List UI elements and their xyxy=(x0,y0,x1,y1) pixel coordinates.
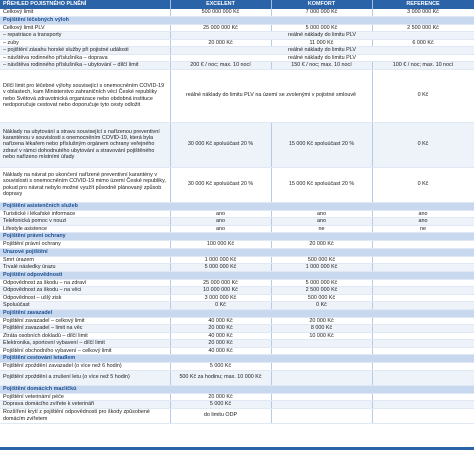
table-body xyxy=(0,9,474,423)
table-row xyxy=(0,54,474,62)
section-title: Pojištění domácích mazlíčků xyxy=(0,385,474,393)
row-label: Náklady na návrat po ukončení nařízené preventivní karantény v souvislosti s onemocněním COVID-19 mimo území České republiky, pokud pro návrat nebylo možné využít původně plánovaný způsob dopravy xyxy=(0,167,170,202)
header-overview: PŘEHLED POJISTNÉHO PLNĚNÍ xyxy=(0,0,170,9)
row-label: – návštěva rodinného příslušníka – ubytování – dílčí limit xyxy=(0,62,170,70)
value-cell-komfort xyxy=(271,340,372,348)
value-cell-excelent: 20 000 Kč xyxy=(170,393,271,401)
row-label: Turistické i lékařské informace xyxy=(0,210,170,218)
row-label: – zuby xyxy=(0,39,170,47)
table-row xyxy=(0,317,474,325)
table-row xyxy=(0,325,474,333)
value-cell-reference xyxy=(372,393,474,401)
table-row xyxy=(0,241,474,249)
value-cell-reference: 100 € / noc; max. 10 nocí xyxy=(372,62,474,70)
row-label: Dílčí limit pro léčebné výlohy související s onemocněním COVID-19 v oblastech, kam Ministerstvo zahraničních věcí České republiky nebo Světová zdravotnická organizace nebo obdobná instituce nedoporučuje cestovat nebo doporučuje tyto cesty odložit xyxy=(0,69,170,122)
value-cell-excelent: 40 000 Kč xyxy=(170,347,271,355)
value-cell-reference: 3 000 000 Kč xyxy=(372,9,474,16)
table-row xyxy=(0,393,474,401)
section-title: Pojištění asistenčních služeb xyxy=(0,202,474,210)
value-cell-excelent: 100 000 Kč xyxy=(170,241,271,249)
row-label: – repatriace a transporty xyxy=(0,32,170,40)
row-label: Doprava domácího zvířete k veterináři xyxy=(0,401,170,409)
table-row xyxy=(0,32,474,40)
value-cell-reference xyxy=(372,317,474,325)
table-row xyxy=(0,47,474,55)
value-cell-komfort: 2 500 000 Kč xyxy=(271,287,372,295)
value-cell-excelent: 40 000 Kč xyxy=(170,332,271,340)
value-cell-reference xyxy=(372,363,474,371)
table-row xyxy=(0,62,474,70)
section-header-row xyxy=(0,202,474,210)
value-cell-reference xyxy=(372,241,474,249)
value-cell-excelent: 5 000 Kč xyxy=(170,363,271,371)
value-cell-reference: 0 Kč xyxy=(372,69,474,122)
value-cell-reference xyxy=(372,401,474,409)
value-cell-reference xyxy=(372,256,474,264)
section-header-row xyxy=(0,385,474,393)
row-label: Pojištění zpoždění a zrušení letu (o více než 5 hodin) xyxy=(0,370,170,385)
value-cell-excelent: 5 000 Kč xyxy=(170,401,271,409)
section-header-row xyxy=(0,271,474,279)
value-cell-reference: 2 500 000 Kč xyxy=(372,24,474,32)
value-cell-reference xyxy=(372,370,474,385)
value-cell-reference xyxy=(372,340,474,348)
value-cell-komfort xyxy=(271,370,372,385)
value-cell-excelent: 0 Kč xyxy=(170,302,271,310)
table-row xyxy=(0,370,474,385)
table-row xyxy=(0,279,474,287)
value-cell-excelent: ano xyxy=(170,225,271,233)
row-label: Celkový limit xyxy=(0,9,170,16)
value-cell-komfort xyxy=(271,347,372,355)
table-row xyxy=(0,167,474,202)
value-cell-excelent: 10 000 000 Kč xyxy=(170,287,271,295)
section-title: Pojištění zavazadel xyxy=(0,309,474,317)
value-cell-komfort xyxy=(271,393,372,401)
row-label: Ztráta osobních dokladů – dílčí limit xyxy=(0,332,170,340)
table-row xyxy=(0,9,474,16)
value-cell-komfort: 150 € / noc; max. 10 nocí xyxy=(271,62,372,70)
table-row xyxy=(0,210,474,218)
value-cell-komfort: ne xyxy=(271,225,372,233)
header-komfort: KOMFORT xyxy=(271,0,372,9)
value-cell-komfort: 15 000 Kč spoluúčast 20 % xyxy=(271,167,372,202)
value-cell-excelent: ano xyxy=(170,210,271,218)
section-header-row xyxy=(0,248,474,256)
value-cell-reference xyxy=(372,279,474,287)
table-row xyxy=(0,69,474,122)
section-title: Pojištění právní ochrany xyxy=(0,233,474,241)
value-cell-komfort: ano xyxy=(271,210,372,218)
table-row xyxy=(0,363,474,371)
value-cell-span: reálné náklady do limitu PLV xyxy=(170,54,474,62)
value-cell-komfort: 0 Kč xyxy=(271,302,372,310)
row-label: Odpovědnost za škodu – na zdraví xyxy=(0,279,170,287)
table-row xyxy=(0,347,474,355)
table-row xyxy=(0,264,474,272)
value-cell-reference xyxy=(372,332,474,340)
section-header-row xyxy=(0,355,474,363)
value-cell-excelent: 500 Kč za hodinu; max. 10 000 Kč xyxy=(170,370,271,385)
value-cell-excelent: 20 000 Kč xyxy=(170,39,271,47)
table-row xyxy=(0,256,474,264)
section-header-row xyxy=(0,16,474,24)
value-cell-komfort: 5 000 000 Kč xyxy=(271,24,372,32)
value-cell-komfort: 5 000 000 Kč xyxy=(271,279,372,287)
table-row xyxy=(0,340,474,348)
row-label: Náklady na ubytování a stravu související s nařízenou preventivní karanténou v souvislosti s onemocněním COVID-19, která byla nařízena lékařem nebo příslušným orgánem ochrany veřejného zdraví v rámci dohodnutého ubytování a stravování pojištěného nebo nařízeno místními úřady xyxy=(0,122,170,167)
value-cell-komfort: 20 000 Kč xyxy=(271,241,372,249)
value-cell-komfort: 1 000 000 Kč xyxy=(271,264,372,272)
value-cell-reference: ne xyxy=(372,225,474,233)
value-cell-reference xyxy=(372,325,474,333)
section-title: Pojištění léčebných výloh xyxy=(0,16,474,24)
value-cell-reference: 0 Kč xyxy=(372,167,474,202)
row-label: Odpovědnost – ušlý zisk xyxy=(0,294,170,302)
value-cell-span: reálné náklady do limitu PLV xyxy=(170,47,474,55)
value-cell-reference xyxy=(372,302,474,310)
section-title: Úrazové pojištění xyxy=(0,248,474,256)
row-label: Pojištění obchodního vybavení – celkový limit xyxy=(0,347,170,355)
table-row xyxy=(0,294,474,302)
row-label: Smrt úrazem xyxy=(0,256,170,264)
row-label: Celkový limit PLV xyxy=(0,24,170,32)
value-cell-excelent: 20 000 Kč xyxy=(170,340,271,348)
table-row xyxy=(0,302,474,310)
value-cell-excelent: 1 000 000 Kč xyxy=(170,256,271,264)
value-cell-excelent: 25 000 000 Kč xyxy=(170,24,271,32)
row-label: – pojištění zásahu horské služby při pojistné události xyxy=(0,47,170,55)
row-label: Pojištění veterinární péče xyxy=(0,393,170,401)
value-cell-reference xyxy=(372,408,474,423)
header-excelent: EXCELENT xyxy=(170,0,271,9)
value-cell-excelent: ano xyxy=(170,218,271,226)
value-cell-komfort: 15 000 Kč spoluúčast 20 % xyxy=(271,122,372,167)
table-row xyxy=(0,122,474,167)
row-label: Rozšíření krytí z pojištění odpovědnosti pro škody způsobené domácím zvířetem xyxy=(0,408,170,423)
value-cell-reference xyxy=(372,347,474,355)
section-title: Pojištění odpovědnosti xyxy=(0,271,474,279)
row-label: Spoluúčast xyxy=(0,302,170,310)
value-cell-excelent: 200 € / noc; max. 10 nocí xyxy=(170,62,271,70)
value-cell-excelent: do limitu ODP xyxy=(170,408,271,423)
value-cell-excelent: 40 000 Kč xyxy=(170,317,271,325)
value-cell-excelent: 20 000 Kč xyxy=(170,325,271,333)
value-cell-excelent: 3 000 000 Kč xyxy=(170,294,271,302)
value-cell-reference: ano xyxy=(372,218,474,226)
table-row xyxy=(0,225,474,233)
value-cell-komfort xyxy=(271,363,372,371)
value-cell-komfort: 500 000 Kč xyxy=(271,256,372,264)
table-row xyxy=(0,401,474,409)
value-cell-komfort: 11 000 Kč xyxy=(271,39,372,47)
row-label: Pojištění zpoždění zavazadel (o více než 6 hodin) xyxy=(0,363,170,371)
value-cell-komfort: 10 000 Kč xyxy=(271,332,372,340)
value-cell-komfort xyxy=(271,401,372,409)
value-cell-excelent: 5 000 000 Kč xyxy=(170,264,271,272)
value-cell-span: reálné náklady do limitu PLV na území se zvolenými v pojistné smlouvě xyxy=(170,69,372,122)
value-cell-komfort: 8 000 Kč xyxy=(271,325,372,333)
header-row xyxy=(0,0,474,9)
section-header-row xyxy=(0,233,474,241)
value-cell-excelent: 30 000 Kč spoluúčast 20 % xyxy=(170,122,271,167)
value-cell-komfort xyxy=(271,408,372,423)
value-cell-excelent: 500 000 000 Kč xyxy=(170,9,271,16)
value-cell-span: reálné náklady do limitu PLV xyxy=(170,32,474,40)
section-title: Pojištění cestování letadlem xyxy=(0,355,474,363)
value-cell-reference: 0 Kč xyxy=(372,122,474,167)
table-row xyxy=(0,39,474,47)
table-row xyxy=(0,332,474,340)
value-cell-reference xyxy=(372,287,474,295)
row-label: Telefonická pomoc v nouzi xyxy=(0,218,170,226)
row-label: Pojištění právní ochrany xyxy=(0,241,170,249)
value-cell-komfort: 7 000 000 Kč xyxy=(271,9,372,16)
table-row xyxy=(0,218,474,226)
header-reference: REFERENCE xyxy=(372,0,474,9)
value-cell-reference xyxy=(372,294,474,302)
row-label: Pojištění zavazadel – celkový limit xyxy=(0,317,170,325)
value-cell-komfort: 20 000 Kč xyxy=(271,317,372,325)
row-label: Trvalé následky úrazu xyxy=(0,264,170,272)
row-label: Elektronika, sportovní vybavení – dílčí limit xyxy=(0,340,170,348)
row-label: Lifestyle asistence xyxy=(0,225,170,233)
row-label: – návštěva rodinného příslušníka – doprava xyxy=(0,54,170,62)
value-cell-reference: ano xyxy=(372,210,474,218)
row-label: Pojištění zavazadel – limit na věc xyxy=(0,325,170,333)
value-cell-komfort: ano xyxy=(271,218,372,226)
value-cell-excelent: 30 000 Kč spoluúčast 20 % xyxy=(170,167,271,202)
value-cell-excelent: 25 000 000 Kč xyxy=(170,279,271,287)
value-cell-reference: 6 000 Kč xyxy=(372,39,474,47)
value-cell-komfort: 500 000 Kč xyxy=(271,294,372,302)
value-cell-reference xyxy=(372,264,474,272)
section-header-row xyxy=(0,309,474,317)
table-row xyxy=(0,408,474,423)
row-label: Odpovědnost za škodu – na věci xyxy=(0,287,170,295)
table-row xyxy=(0,287,474,295)
table-row xyxy=(0,24,474,32)
